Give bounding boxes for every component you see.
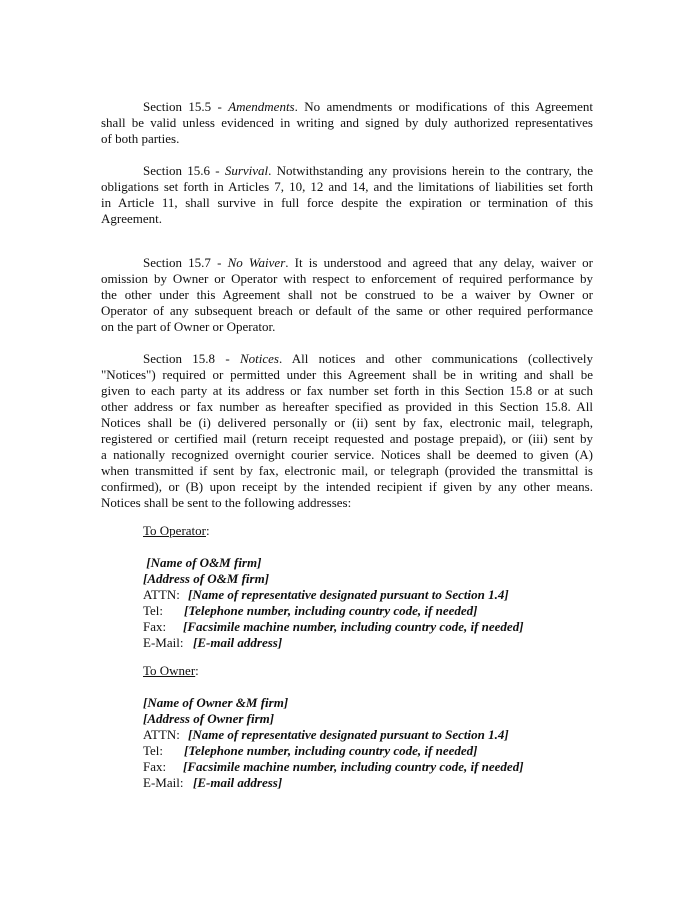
placeholder-text: [Address of O&M firm] bbox=[143, 571, 270, 586]
text-line bbox=[101, 303, 593, 319]
placeholder-text: [Telephone number, including country code, if needed] bbox=[184, 603, 478, 618]
body-text: . It is understood and agreed that any delay, waiver or bbox=[285, 255, 593, 270]
body-text: on the part of Owner or Operator. bbox=[101, 319, 276, 334]
address-line bbox=[143, 775, 593, 791]
address-line bbox=[143, 711, 593, 727]
text-line bbox=[101, 163, 593, 179]
placeholder-text: [Address of Owner firm] bbox=[143, 711, 275, 726]
address-line-label: Tel: bbox=[143, 603, 164, 618]
body-text: registered or certified mail (return receipt requested and postage prepaid), or (iii) sent by bbox=[101, 431, 593, 446]
body-text: . Notwithstanding any provisions herein to the contrary, the bbox=[268, 163, 594, 178]
body-text: omission by Owner or Operator with respect to enforcement of required performance by bbox=[101, 271, 593, 286]
notice-heading-owner-text: To Owner bbox=[143, 663, 196, 678]
placeholder-text: [E-mail address] bbox=[193, 775, 283, 790]
notice-heading-owner-colon: : bbox=[195, 663, 199, 678]
body-text: . No amendments or modifications of this Agreement bbox=[294, 99, 593, 114]
body-text: Section 15.5 - bbox=[143, 99, 229, 114]
paragraph-section-15-5 bbox=[101, 99, 593, 147]
placeholder-text: [Name of representative designated pursuant to Section 1.4] bbox=[188, 727, 509, 742]
placeholder-text: [Facsimile machine number, including country code, if needed] bbox=[183, 759, 524, 774]
address-line-label: E-Mail: bbox=[143, 775, 184, 790]
text-line bbox=[101, 211, 593, 227]
address-line bbox=[143, 759, 593, 775]
text-line bbox=[101, 115, 593, 131]
body-text: a nationally recognized overnight courier service. Notices shall be deemed to given (A) bbox=[101, 447, 593, 462]
body-text: Section 15.6 - bbox=[143, 163, 225, 178]
text-line bbox=[101, 195, 593, 211]
placeholder-text: [Facsimile machine number, including country code, if needed] bbox=[183, 619, 524, 634]
body-text: in Article 11, shall survive in full force despite the expiration or termination of this bbox=[101, 195, 593, 210]
text-line bbox=[101, 479, 593, 495]
body-text: Notices shall be sent to the following addresses: bbox=[101, 495, 352, 510]
body-text: Agreement. bbox=[101, 211, 163, 226]
placeholder-text: [Name of O&M firm] bbox=[143, 555, 262, 570]
text-line bbox=[101, 351, 593, 367]
address-line bbox=[143, 603, 593, 619]
text-line bbox=[101, 399, 593, 415]
body-text: of both parties. bbox=[101, 131, 180, 146]
paragraph-section-15-7 bbox=[101, 255, 593, 335]
address-line-label: E-Mail: bbox=[143, 635, 184, 650]
body-text: Operator of any subsequent breach or default of the same or other required performance bbox=[101, 303, 593, 318]
text-line bbox=[101, 495, 593, 511]
text-line bbox=[101, 287, 593, 303]
body-text: . All notices and other communications (collectively bbox=[278, 351, 593, 366]
address-line bbox=[143, 727, 593, 743]
address-line-label: Fax: bbox=[143, 619, 167, 634]
body-text: Notices shall be (i) delivered personally or (ii) sent by fax, electronic mail, telegraph, bbox=[101, 415, 593, 430]
paragraph-section-15-8 bbox=[101, 351, 593, 511]
text-line bbox=[101, 431, 593, 447]
address-line bbox=[143, 571, 593, 587]
section-title-text: No Waiver bbox=[227, 255, 286, 270]
text-line bbox=[101, 367, 593, 383]
notice-heading-owner bbox=[143, 663, 593, 679]
notice-block-operator bbox=[143, 555, 593, 651]
text-line bbox=[101, 319, 593, 335]
address-line bbox=[143, 695, 593, 711]
notice-block-owner bbox=[143, 695, 593, 791]
address-line-label: ATTN: bbox=[143, 587, 180, 602]
body-text: Section 15.8 - bbox=[143, 351, 240, 366]
address-line-label: Fax: bbox=[143, 759, 167, 774]
body-text: the other under this Agreement shall not be construed to be a waiver by Owner or bbox=[101, 287, 593, 302]
text-line bbox=[101, 415, 593, 431]
text-line bbox=[101, 271, 593, 287]
address-line bbox=[143, 619, 593, 635]
address-line bbox=[143, 743, 593, 759]
body-text: other address or fax number as hereafter specified as provided in this Section 15.8. All bbox=[101, 399, 593, 414]
placeholder-text: [Name of Owner &M firm] bbox=[143, 695, 289, 710]
section-title-text: Survival bbox=[224, 163, 269, 178]
paragraph-section-15-6 bbox=[101, 163, 593, 227]
text-line bbox=[101, 463, 593, 479]
text-line bbox=[101, 131, 593, 147]
text-line bbox=[101, 447, 593, 463]
placeholder-text: [Name of representative designated pursuant to Section 1.4] bbox=[188, 587, 509, 602]
body-text: obligations set forth in Articles 7, 10, 12 and 14, and the limitations of liabilities set forth bbox=[101, 179, 593, 194]
placeholder-text: [E-mail address] bbox=[193, 635, 283, 650]
body-text: confirmed), or (B) upon receipt by the intended recipient if given by any other means. bbox=[101, 479, 593, 494]
body-text: shall be valid unless evidenced in writing and signed by duly authorized representatives bbox=[101, 115, 593, 130]
notice-heading-operator bbox=[143, 523, 593, 539]
address-line-label: ATTN: bbox=[143, 727, 180, 742]
address-line bbox=[143, 635, 593, 651]
address-line-label: Tel: bbox=[143, 743, 164, 758]
body-text: "Notices") required or permitted under this Agreement shall be in writing and shall be bbox=[101, 367, 593, 382]
section-title-text: Notices bbox=[239, 351, 279, 366]
body-text: given to each party at its address or fax number set forth in this Section 15.8 or at such bbox=[101, 383, 593, 398]
section-title-text: Amendments bbox=[228, 99, 295, 114]
text-line bbox=[101, 179, 593, 195]
body-text: Section 15.7 - bbox=[143, 255, 228, 270]
text-line bbox=[101, 383, 593, 399]
text-line bbox=[101, 99, 593, 115]
page-content bbox=[101, 99, 593, 791]
notice-heading-operator-text: To Operator bbox=[143, 523, 206, 538]
placeholder-text: [Telephone number, including country code, if needed] bbox=[184, 743, 478, 758]
address-line bbox=[143, 587, 593, 603]
address-line bbox=[143, 555, 593, 571]
body-text: when transmitted if sent by fax, electronic mail, or telegraph (provided the transmittal is bbox=[101, 463, 593, 478]
text-line bbox=[101, 255, 593, 271]
notice-heading-operator-colon: : bbox=[205, 523, 210, 538]
